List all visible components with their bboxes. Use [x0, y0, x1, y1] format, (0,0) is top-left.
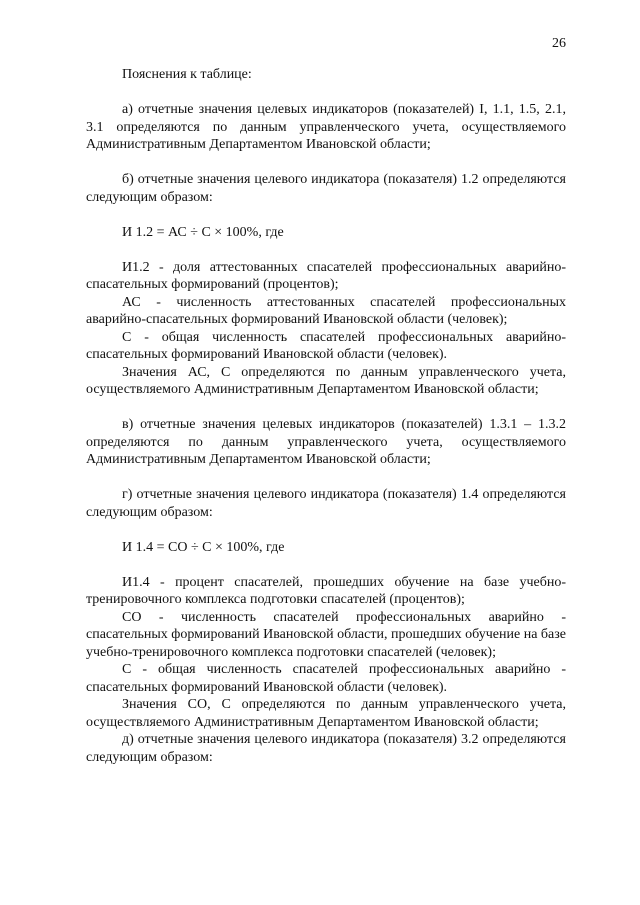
formula-1-2: И 1.2 = АС ÷ С × 100%, где — [122, 224, 284, 240]
document-body — [86, 66, 566, 766]
section-heading: Пояснения к таблице: — [122, 67, 252, 82]
definition-so: СО - численность спасателей профессиональных аварийно - спасательных формирований Ивановской области, прошедших обучение на базе учебно-тренировочного комплекса подготовки спасателей (человек); — [86, 609, 566, 660]
page-number: 26 — [552, 36, 566, 51]
values-so-c: Значения СО, С определяются по данным управленческого учета, осуществляемого Административным Департаментом Ивановской области; — [86, 697, 566, 730]
definition-i1-4: И1.4 - процент спасателей, прошедших обучение на базе учебно-тренировочного комплекса подготовки спасателей (процентов); — [86, 574, 566, 607]
definition-i1-2: И1.2 - доля аттестованных спасателей профессиональных аварийно-спасательных формирований (процентов); — [86, 259, 566, 292]
definition-c: С - общая численность спасателей профессиональных аварийно-спасательных формирований Ивановской области (человек). — [86, 329, 566, 362]
values-as-c: Значения АС, С определяются по данным управленческого учета, осуществляемого Административным Департаментом Ивановской области; — [86, 364, 566, 397]
definition-c-2: С - общая численность спасателей профессиональных аварийно - спасательных формирований Ивановской области (человек). — [86, 662, 566, 695]
paragraph-g: г) отчетные значения целевого индикатора (показателя) 1.4 определяются следующим образом: — [86, 487, 566, 520]
paragraph-d: д) отчетные значения целевого индикатора (показателя) 3.2 определяются следующим образом: — [86, 732, 566, 765]
paragraph-b: б) отчетные значения целевого индикатора (показателя) 1.2 определяются следующим образом: — [86, 172, 566, 205]
paragraph-v: в) отчетные значения целевых индикаторов (показателей) 1.3.1 – 1.3.2 определяются по данным управленческого учета, осуществляемого Административным Департаментом Ивановской области; — [86, 417, 566, 467]
formula-1-4: И 1.4 = СО ÷ С × 100%, где — [122, 539, 285, 555]
definition-as: АС - численность аттестованных спасателей профессиональных аварийно-спасательных формирований Ивановской области (человек); — [86, 294, 566, 327]
paragraph-a: а) отчетные значения целевых индикаторов (показателей) I, 1.1, 1.5, 2.1, 3.1 определяются по данным управленческого учета, осуществляемого Административным Департаментом Ивановской области; — [86, 102, 566, 152]
